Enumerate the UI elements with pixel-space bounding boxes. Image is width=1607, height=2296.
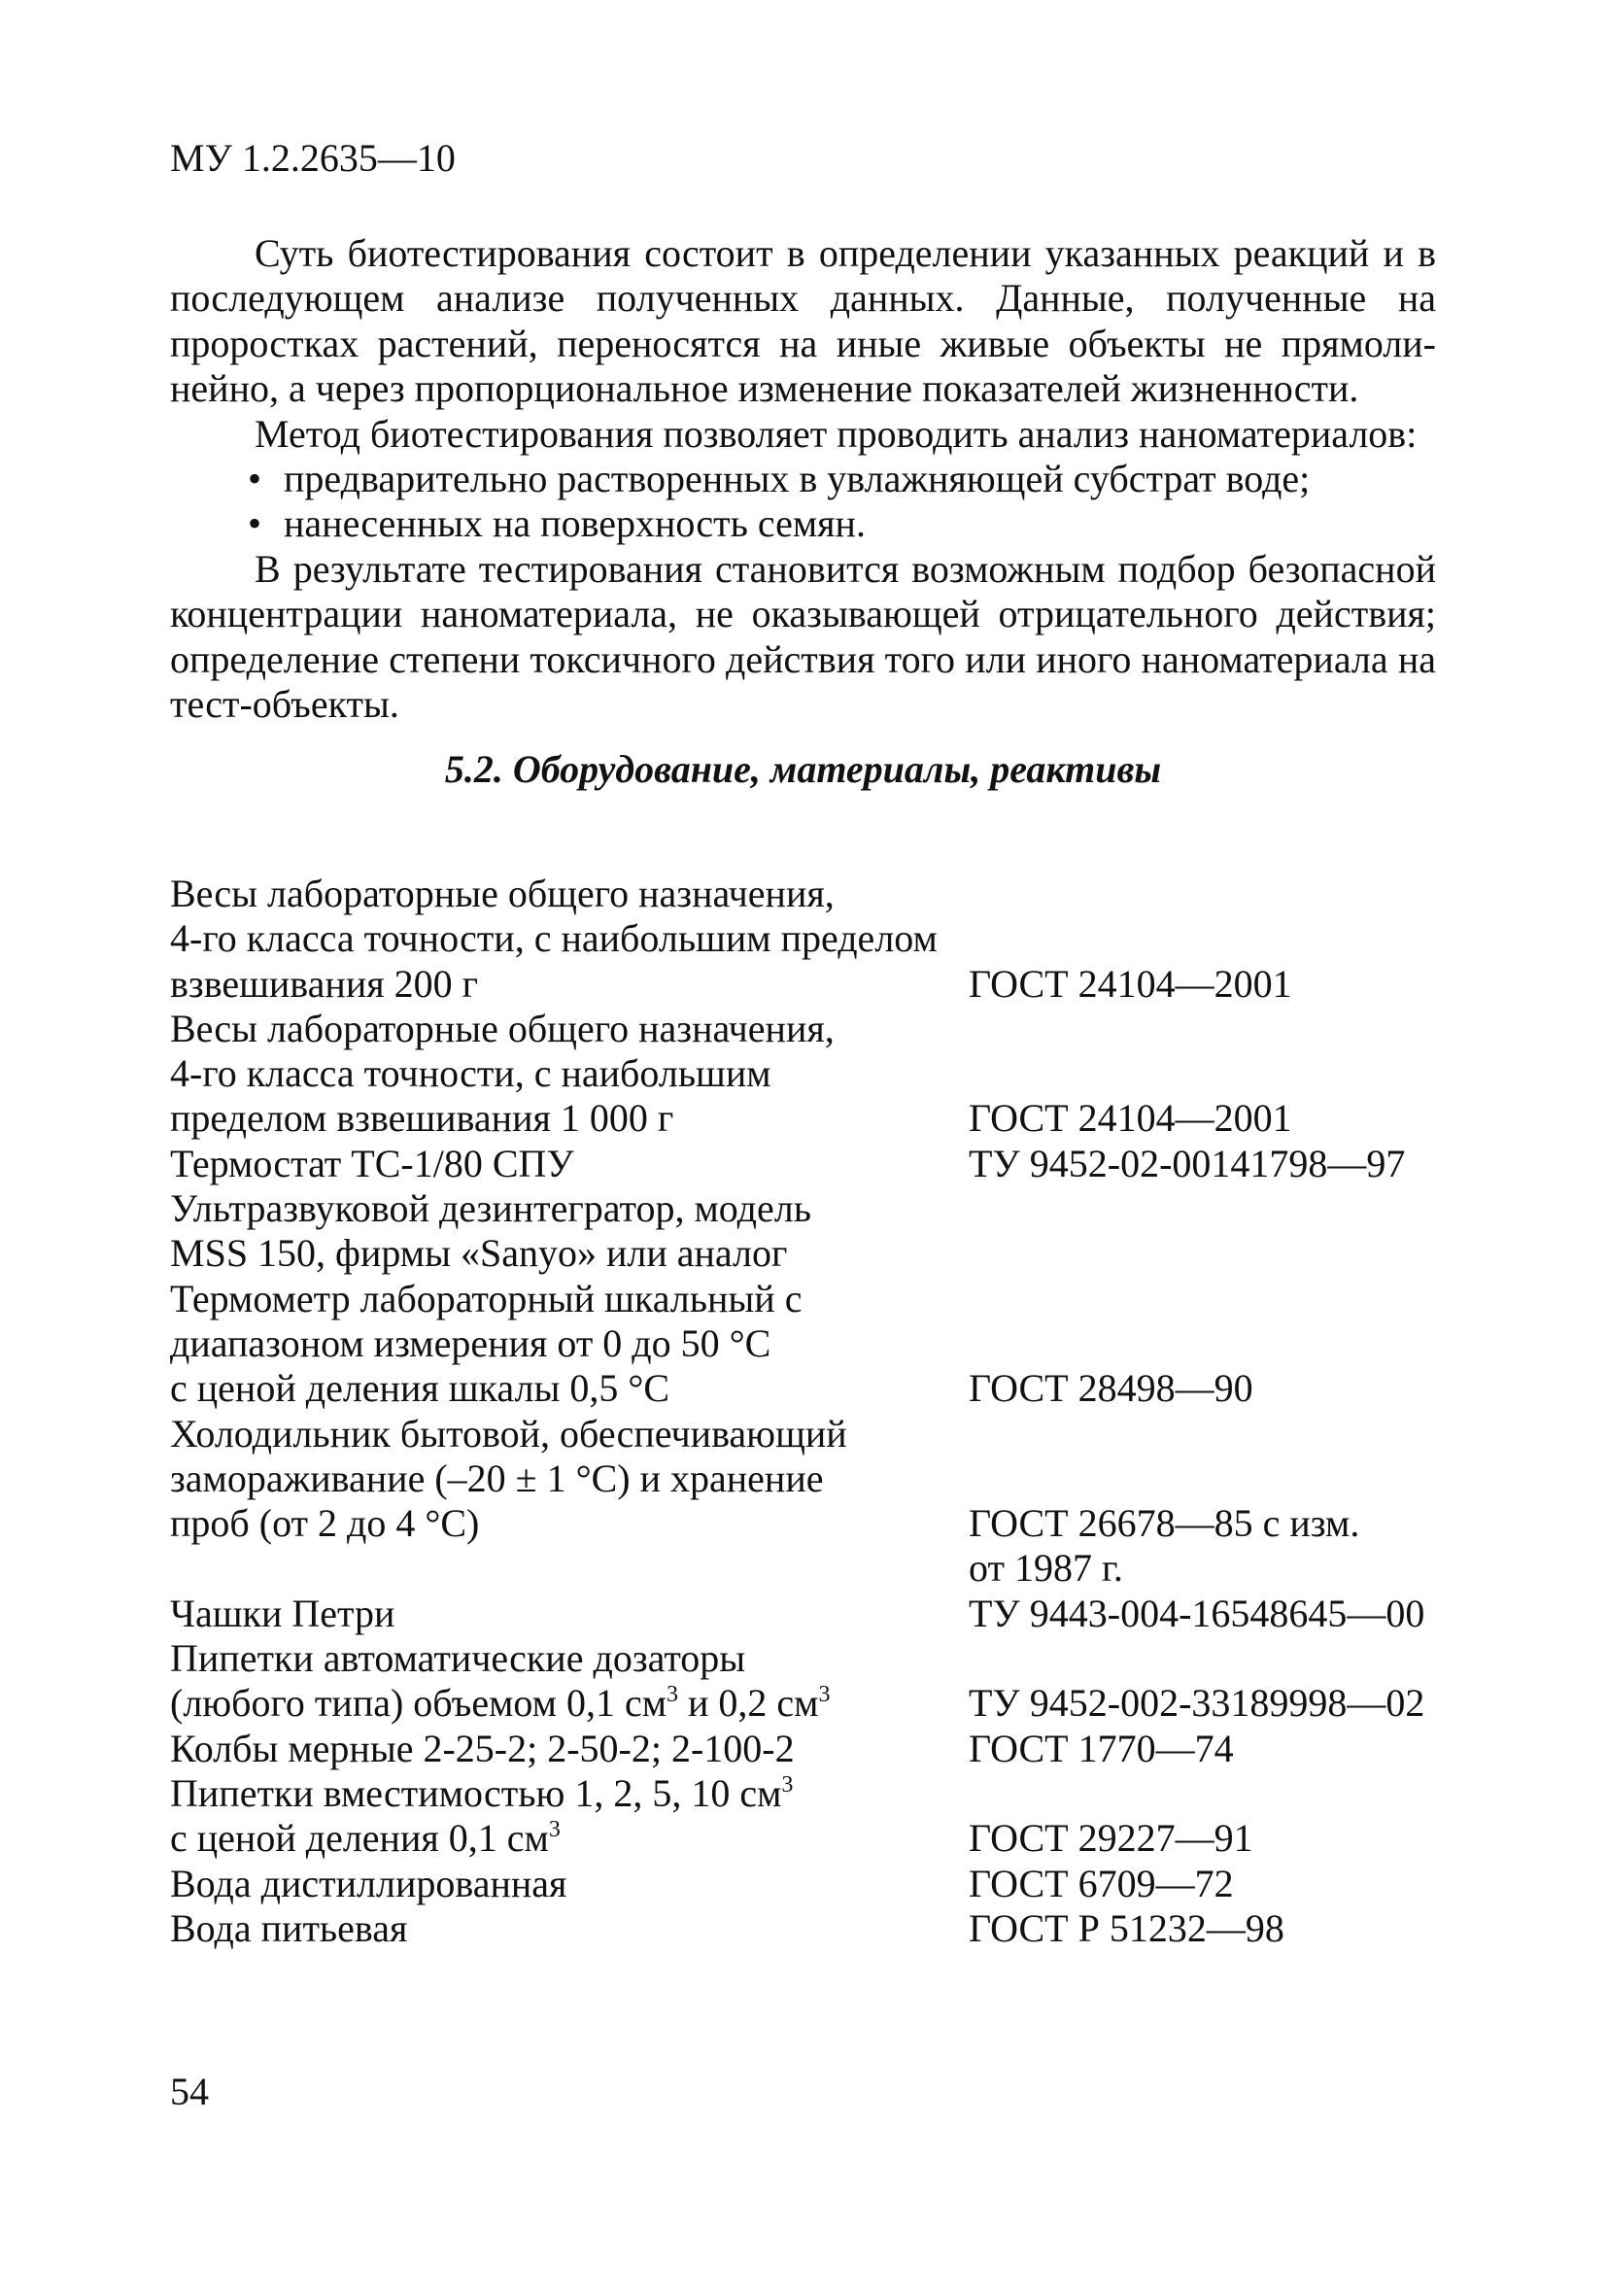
- equipment-description: Пипетки автоматические дозаторы (любого типа) объемом 0,1 $см^3$ и 0,2 $см^3$: [170, 1636, 831, 1726]
- equipment-standard: ГОСТ 6709—72: [969, 1861, 1234, 1905]
- document-body: [170, 231, 1436, 793]
- page-header: МУ 1.2.2635—10: [170, 136, 456, 180]
- bullet-list: [170, 457, 1436, 547]
- equipment-row: [170, 1591, 1425, 1636]
- bullet-item: [170, 457, 1436, 501]
- equipment-description: Колбы мерные 2-25-2; 2-50-2; 2-100-2: [170, 1726, 795, 1770]
- equipment-standard: ГОСТ 26678—85 с изм. от 1987 г.: [969, 1501, 1360, 1591]
- equipment-row: [170, 1276, 1253, 1412]
- equipment-description: Весы лабораторные общего назначения, 4-го класса точности, с наибольшим пределом взвешивания 200 г: [170, 872, 938, 1006]
- equipment-row: [170, 1770, 1253, 1862]
- equipment-standard: ГОСТ 24104—2001: [969, 961, 1292, 1006]
- equipment-description: Термостат ТС-1/80 СПУ: [170, 1141, 574, 1185]
- equipment-row: [170, 1006, 1292, 1142]
- equipment-row: [170, 1411, 1360, 1592]
- equipment-standard: ТУ 9443-004-16548645—00: [969, 1591, 1425, 1635]
- equipment-description: Вода питьевая: [170, 1905, 408, 1950]
- section-title: 5.2. Оборудование, материалы, реактивы: [444, 747, 1162, 792]
- equipment-row: [170, 1905, 1284, 1951]
- equipment-row: [170, 1186, 967, 1277]
- bullet-icon: •: [248, 501, 262, 546]
- equipment-description: Чашки Петри: [170, 1591, 395, 1635]
- equipment-standard: ГОСТ 28498—90: [969, 1366, 1253, 1411]
- paragraph-biotesting-essence: Суть биотестирования состоит в определении указанных реакций и в последующем анализе полученных данных. Данные, полученные на проростках растений, переносятся на иные живые объекты не прямолинейно, а через пропорциональное изменение показателей жизненности.: [170, 231, 1436, 411]
- bullet-text: нанесенных на поверхность семян.: [284, 501, 866, 546]
- equipment-description: Весы лабораторные общего назначения, 4-го класса точности, с наибольшим пределом взвешивания 1 000 г: [170, 1006, 835, 1141]
- paragraph-method: Метод биотестирования позволяет проводить анализ наноматериалов:: [255, 411, 1418, 456]
- equipment-description: Холодильник бытовой, обеспечивающий замораживание (–20 ± 1 °С) и хранение проб (от 2 до 4 °С): [170, 1411, 847, 1546]
- bullet-item: [170, 501, 1436, 546]
- equipment-description: Вода дистиллированная: [170, 1861, 567, 1905]
- equipment-description: Ультразвуковой дезинтегратор, модель MSS 150, фирмы «Sanyo» или аналог: [170, 1186, 811, 1276]
- paragraph-results: В результате тестирования становится возможным подбор безопасной концентрации наноматериала, не оказывающей отрицательного действия; определение степени токсичного действия того или иного наноматериала на тест-объекты.: [170, 546, 1436, 727]
- equipment-row: [170, 1141, 1406, 1186]
- equipment-row: [170, 1636, 1425, 1727]
- equipment-standard: ГОСТ 1770—74: [969, 1726, 1234, 1770]
- equipment-description: Пипетки вместимостью 1, 2, 5, 10 $см^3$ с ценой деления 0,1 $см^3$: [170, 1770, 794, 1861]
- equipment-row: [170, 1861, 1234, 1906]
- equipment-list: [170, 872, 1425, 1951]
- bullet-text: предварительно растворенных в увлажняющей субстрат воде;: [284, 457, 1311, 501]
- equipment-standard: ТУ 9452-002-33189998—02: [969, 1681, 1425, 1726]
- equipment-standard: ГОСТ Р 51232—98: [969, 1905, 1284, 1950]
- equipment-row: [170, 872, 1292, 1007]
- equipment-standard: ГОСТ 24104—2001: [969, 1096, 1292, 1141]
- equipment-standard: ГОСТ 29227—91: [969, 1816, 1253, 1861]
- bullet-icon: •: [248, 457, 262, 501]
- equipment-row: [170, 1726, 1234, 1771]
- equipment-description: Термометр лабораторный шкальный с диапазоном измерения от 0 до 50 °С с ценой деления шкалы 0,5 °С: [170, 1276, 803, 1411]
- page-number: 54: [170, 2070, 209, 2113]
- equipment-standard: ТУ 9452-02-00141798—97: [969, 1141, 1406, 1185]
